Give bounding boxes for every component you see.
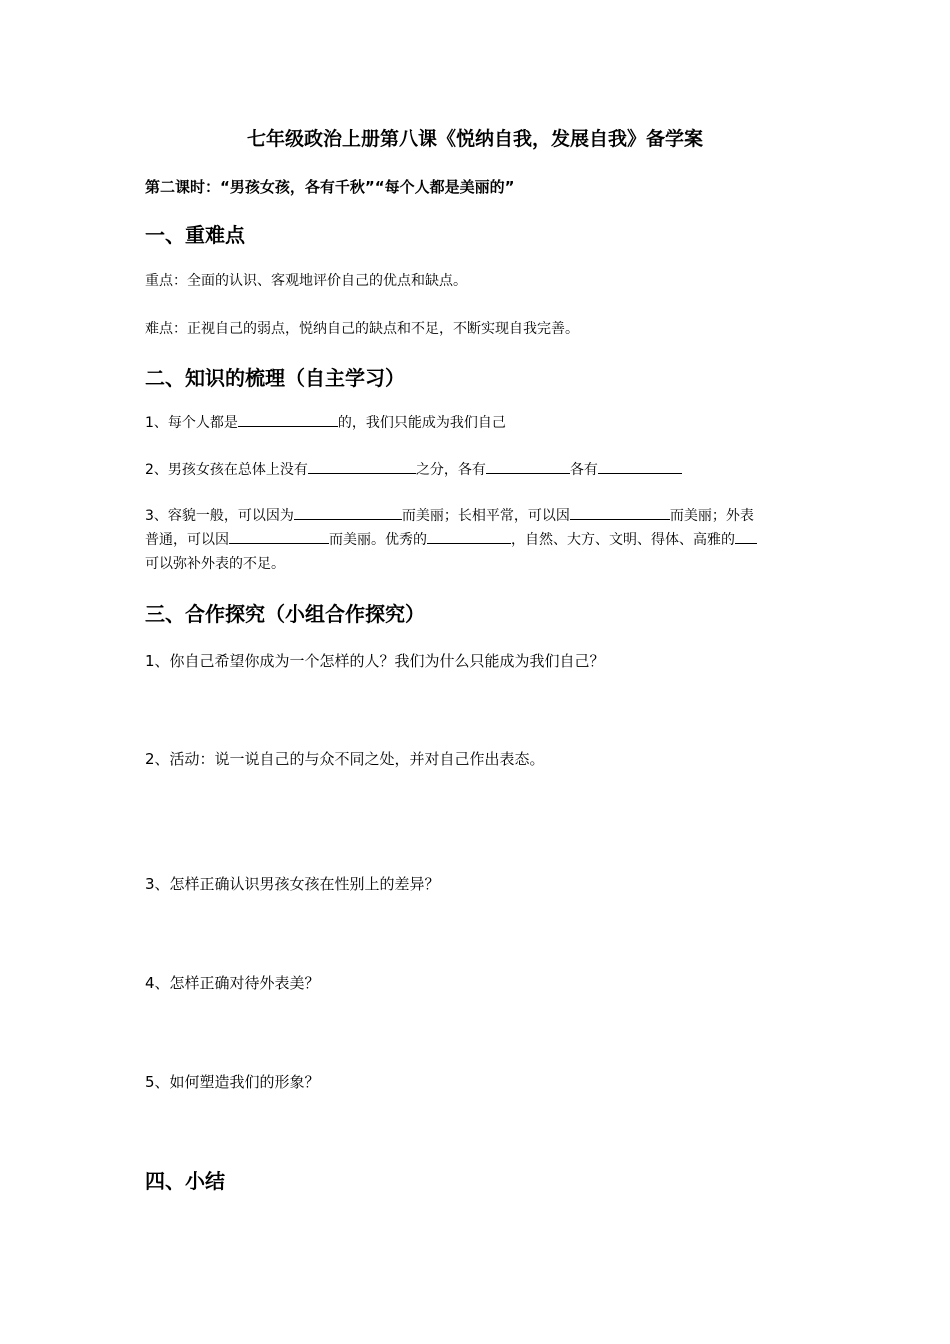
fill-item-1-text-a: 1、每个人都是 xyxy=(145,415,238,431)
fill-blank[interactable] xyxy=(486,459,570,474)
question-5: 5、如何塑造我们的形象？ xyxy=(145,1073,320,1091)
fill-item-3-line-3: 可以弥补外表的不足。 xyxy=(145,556,285,572)
fill-item-1 xyxy=(145,412,506,432)
key-point-text: 重点：全面的认识、客观地评价自己的优点和缺点。 xyxy=(145,273,467,289)
fill-blank[interactable] xyxy=(735,529,757,544)
fill-item-2 xyxy=(145,459,682,479)
fill-blank[interactable] xyxy=(238,412,338,427)
fill-item-2-text-b: 之分，各有 xyxy=(415,462,486,478)
fill-blank[interactable] xyxy=(427,529,511,544)
section-heading-cooperation: 三、合作探究（小组合作探究） xyxy=(145,602,425,626)
section-heading-key-points: 一、重难点 xyxy=(145,223,245,247)
fill-item-2-text-a: 2、男孩女孩在总体上没有 xyxy=(145,462,308,478)
section-heading-summary: 四、小结 xyxy=(145,1169,225,1193)
fill-item-3-text: 而美丽。优秀的 xyxy=(329,532,427,548)
fill-item-3-text: 3、容貌一般，可以因为 xyxy=(145,508,294,524)
difficult-point-text: 难点：正视自己的弱点，悦纳自己的缺点和不足，不断实现自我完善。 xyxy=(145,321,579,337)
fill-item-3-text: 普通，可以因 xyxy=(145,532,229,548)
fill-blank[interactable] xyxy=(598,459,682,474)
question-4: 4、怎样正确对待外表美？ xyxy=(145,974,320,992)
fill-item-3 xyxy=(145,504,807,576)
fill-item-3-line-1 xyxy=(145,504,807,528)
fill-item-3-text: ，自然、大方、文明、得体、高雅的 xyxy=(511,532,735,548)
section-heading-knowledge: 二、知识的梳理（自主学习） xyxy=(145,366,405,390)
fill-blank[interactable] xyxy=(308,459,416,474)
fill-item-3-text: 而美丽；长相平常，可以因 xyxy=(401,508,570,524)
fill-item-1-text-b: 的，我们只能成为我们自己 xyxy=(337,415,506,431)
fill-blank[interactable] xyxy=(229,529,329,544)
fill-item-3-text: 而美丽；外表 xyxy=(669,508,754,524)
lesson-subtitle: 第二课时：“男孩女孩，各有千秋”“每个人都是美丽的” xyxy=(145,178,515,196)
fill-item-3-line-2 xyxy=(145,528,807,552)
document-title: 七年级政治上册第八课《悦纳自我，发展自我》备学案 xyxy=(246,128,703,150)
question-3: 3、怎样正确认识男孩女孩在性别上的差异？ xyxy=(145,875,440,893)
question-1: 1、你自己希望你成为一个怎样的人？我们为什么只能成为我们自己？ xyxy=(145,652,605,670)
fill-item-2-text-c: 各有 xyxy=(569,462,598,478)
fill-blank[interactable] xyxy=(570,505,670,520)
question-2: 2、活动：说一说自己的与众不同之处，并对自己作出表态。 xyxy=(145,750,545,768)
fill-blank[interactable] xyxy=(294,505,402,520)
